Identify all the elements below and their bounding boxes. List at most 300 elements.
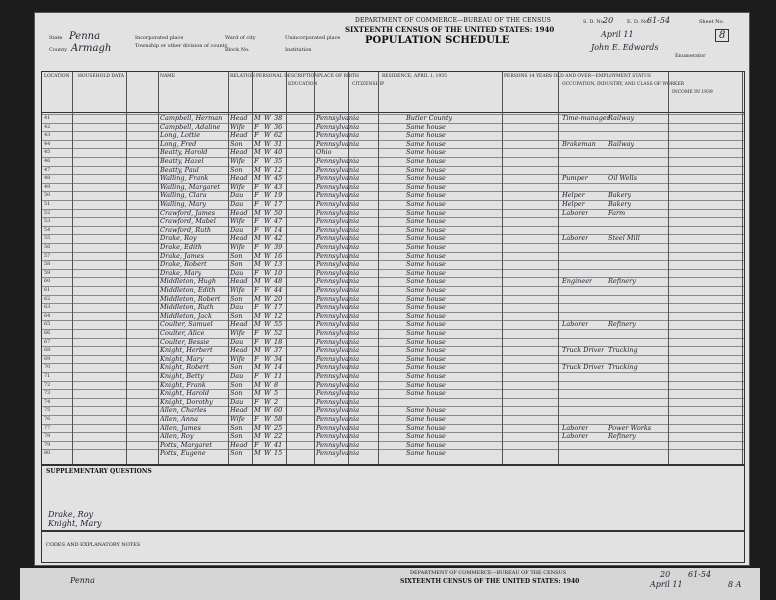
race-cell: W: [264, 346, 271, 355]
race-cell: W: [264, 294, 271, 303]
name-cell: Allen, Charles: [160, 406, 207, 415]
relation-cell: Son: [230, 363, 243, 372]
birthplace-cell: Pennsylvania: [316, 277, 360, 286]
age-cell: 58: [274, 415, 283, 423]
name-cell: Crawford, James: [160, 208, 216, 217]
line-number: 80: [44, 450, 51, 457]
name-cell: Potts, Margaret: [160, 440, 212, 449]
ed-label: E. D. No.: [627, 19, 650, 25]
line-number: 42: [44, 123, 51, 130]
column-rule: [378, 72, 379, 464]
birthplace-cell: Pennsylvania: [316, 449, 360, 458]
relation-cell: Son: [230, 389, 243, 398]
relation-cell: Head: [230, 320, 248, 329]
row-rule: [42, 140, 744, 141]
birthplace-cell: Pennsylvania: [316, 380, 360, 389]
birthplace-cell: Ohio: [316, 148, 332, 157]
county-value: Armagh: [71, 43, 112, 54]
race-cell: W: [264, 200, 271, 208]
age-cell: 5: [274, 389, 279, 398]
residence-cell: Same house: [406, 131, 446, 140]
residence-cell: Same house: [406, 148, 446, 157]
residence-cell: Same house: [406, 208, 446, 217]
row-rule: [42, 269, 744, 270]
line-number: 57: [44, 252, 51, 259]
age-cell: 16: [274, 251, 283, 260]
race-cell: W: [264, 268, 271, 277]
age-cell: 60: [274, 406, 283, 415]
col-location: LOCATION: [44, 74, 70, 79]
state-label: State: [49, 35, 63, 41]
race-cell: W: [264, 234, 271, 243]
line-number: 79: [44, 441, 51, 448]
sex-cell: F: [254, 200, 259, 208]
line-number: 56: [44, 244, 51, 250]
line-number: 61: [44, 287, 51, 293]
age-cell: 14: [274, 225, 283, 234]
row-rule: [42, 398, 744, 399]
race-cell: W: [264, 260, 271, 269]
sex-cell: M: [254, 208, 261, 217]
industry-cell: Railway: [608, 114, 635, 122]
race-cell: W: [264, 157, 271, 165]
race-cell: W: [264, 389, 271, 398]
birthplace-cell: Pennsylvania: [316, 157, 360, 165]
column-rule: [72, 72, 73, 464]
census-sheet: [34, 12, 750, 566]
column-rule: [126, 72, 127, 464]
birthplace-cell: Pennsylvania: [316, 406, 360, 415]
col-income: INCOME IN 1939: [672, 90, 713, 95]
township-label: Township or other division of county: [135, 43, 228, 49]
relation-cell: Head: [230, 234, 248, 243]
name-cell: Drake, Robert: [160, 260, 207, 269]
sheet-value: 8: [715, 29, 729, 42]
birthplace-cell: Pennsylvania: [316, 243, 360, 251]
row-rule: [42, 312, 744, 313]
birthplace-cell: Pennsylvania: [316, 174, 360, 183]
birthplace-cell: Pennsylvania: [316, 139, 360, 148]
column-rule: [228, 72, 229, 464]
line-number: 55: [44, 235, 51, 242]
row-rule: [42, 329, 744, 330]
header-divider: [42, 112, 744, 113]
line-number: 53: [44, 218, 51, 225]
sex-cell: M: [254, 363, 261, 372]
age-cell: 38: [274, 114, 283, 122]
sex-cell: M: [254, 174, 261, 183]
residence-cell: Same house: [406, 182, 446, 191]
race-cell: W: [264, 114, 271, 122]
sex-cell: F: [254, 286, 259, 294]
relation-cell: Son: [230, 260, 243, 269]
name-cell: Allen, Roy: [160, 432, 194, 441]
residence-cell: Same house: [406, 165, 446, 174]
sex-cell: M: [254, 148, 261, 157]
row-rule: [42, 338, 744, 339]
next-state: Penna: [70, 576, 95, 585]
sex-cell: M: [254, 260, 261, 269]
birthplace-cell: Pennsylvania: [316, 225, 360, 234]
industry-cell: Trucking: [608, 363, 638, 372]
row-rule: [42, 148, 744, 149]
residence-cell: Same house: [406, 423, 446, 432]
line-number: 77: [44, 424, 51, 431]
age-cell: 52: [274, 329, 283, 337]
column-rule: [558, 72, 559, 464]
sex-cell: M: [254, 423, 261, 432]
occupation-cell: Laborer: [562, 432, 589, 441]
race-cell: W: [264, 217, 271, 226]
residence-cell: Same house: [406, 432, 446, 441]
residence-cell: Same house: [406, 217, 446, 226]
name-cell: Middleton, Ruth: [160, 303, 214, 312]
age-cell: 18: [274, 337, 283, 346]
residence-cell: Same house: [406, 225, 446, 234]
name-cell: Allen, Anna: [160, 415, 198, 423]
birthplace-cell: Pennsylvania: [316, 415, 360, 423]
line-number: 63: [44, 304, 51, 311]
row-rule: [42, 157, 744, 158]
residence-cell: Same house: [406, 329, 446, 337]
next-sheet-strip: [20, 568, 760, 600]
sd-value: 20: [603, 16, 614, 25]
sex-cell: M: [254, 380, 261, 389]
relation-cell: Son: [230, 139, 243, 148]
relation-cell: Head: [230, 174, 248, 183]
row-rule: [42, 363, 744, 364]
line-number: 66: [44, 330, 51, 336]
col-employment: PERSONS 14 YEARS OLD AND OVER—EMPLOYMENT STATUS: [504, 74, 652, 79]
residence-cell: Butler County: [406, 114, 453, 122]
row-rule: [42, 277, 744, 278]
name-cell: Middleton, Edith: [160, 286, 216, 294]
line-number: 50: [44, 192, 51, 199]
line-number: 62: [44, 295, 51, 302]
residence-cell: Same house: [406, 389, 446, 398]
relation-cell: Son: [230, 165, 243, 174]
name-cell: Potts, Eugene: [160, 449, 206, 458]
line-number: 68: [44, 347, 51, 354]
sex-cell: F: [254, 122, 259, 131]
age-cell: 35: [274, 157, 283, 165]
residence-cell: Same house: [406, 363, 446, 372]
row-rule: [42, 166, 744, 167]
age-cell: 42: [274, 234, 283, 243]
sex-cell: F: [254, 372, 259, 380]
sex-cell: F: [254, 415, 259, 423]
table-row: [42, 449, 744, 458]
age-cell: 31: [274, 139, 283, 148]
name-cell: Drake, Mary: [160, 268, 202, 277]
relation-cell: Dau: [230, 372, 244, 380]
age-cell: 43: [274, 182, 283, 191]
row-rule: [42, 320, 744, 321]
occupation-cell: Laborer: [562, 234, 589, 243]
name-cell: Beatty, Harold: [160, 148, 208, 157]
supplementary-section: [41, 465, 745, 531]
race-cell: W: [264, 423, 271, 432]
sex-cell: F: [254, 337, 259, 346]
name-cell: Middleton, Hugh: [160, 277, 217, 286]
race-cell: W: [264, 415, 271, 423]
industry-cell: Oil Wells: [608, 174, 638, 183]
sex-cell: F: [254, 268, 259, 277]
line-number: 65: [44, 321, 51, 328]
line-number: 54: [44, 226, 51, 233]
line-number: 69: [44, 355, 51, 362]
birthplace-cell: Pennsylvania: [316, 234, 360, 243]
row-rule: [42, 346, 744, 347]
name-cell: Campbell, Adaline: [160, 122, 221, 131]
birthplace-cell: Pennsylvania: [316, 286, 360, 294]
race-cell: W: [264, 320, 271, 329]
col-household: HOUSEHOLD DATA: [78, 74, 125, 79]
line-number: 52: [44, 209, 51, 216]
residence-cell: Same house: [406, 200, 446, 208]
line-number: 44: [44, 140, 51, 147]
schedule-title: POPULATION SCHEDULE: [365, 35, 510, 46]
ed-value: 61-54: [647, 16, 671, 25]
age-cell: 12: [274, 165, 283, 174]
race-cell: W: [264, 432, 271, 441]
line-number: 72: [44, 381, 51, 388]
supplementary-line-2: Knight, Mary: [48, 519, 102, 528]
row-rule: [42, 123, 744, 124]
residence-cell: Same house: [406, 294, 446, 303]
column-rule: [742, 72, 743, 464]
row-rule: [42, 252, 744, 253]
line-number: 60: [44, 278, 51, 285]
occupation-cell: Time-manager: [562, 114, 610, 122]
occupation-cell: Helper: [562, 200, 585, 208]
row-rule: [42, 226, 744, 227]
sex-cell: F: [254, 397, 259, 406]
sex-cell: F: [254, 303, 259, 312]
relation-cell: Dau: [230, 200, 244, 208]
name-cell: Long, Lottie: [160, 131, 201, 140]
row-rule: [42, 415, 744, 416]
birthplace-cell: Pennsylvania: [316, 191, 360, 200]
residence-cell: Same house: [406, 346, 446, 355]
birthplace-cell: Pennsylvania: [316, 363, 360, 372]
industry-cell: Power Works: [608, 423, 652, 432]
name-cell: Coulter, Bessie: [160, 337, 210, 346]
next-sheet: 8 A: [728, 580, 742, 589]
relation-cell: Wife: [230, 329, 245, 337]
residence-cell: Same house: [406, 139, 446, 148]
birthplace-cell: Pennsylvania: [316, 303, 360, 312]
next-dept: DEPARTMENT OF COMMERCE—BUREAU OF THE CENSUS: [410, 570, 567, 576]
race-cell: W: [264, 174, 271, 183]
residence-cell: Same house: [406, 380, 446, 389]
next-ed: 61-54: [688, 570, 712, 579]
row-rule: [42, 303, 744, 304]
name-cell: Walling, Margaret: [160, 182, 220, 191]
col-relation: RELATION: [230, 74, 256, 79]
name-cell: Walling, Frank: [160, 174, 209, 183]
name-cell: Long, Fred: [160, 139, 197, 148]
column-rule: [252, 72, 253, 464]
block-label: Block No.: [225, 47, 250, 53]
line-number: 71: [44, 373, 51, 379]
unincorporated-label: Unincorporated place: [285, 35, 341, 41]
relation-cell: Son: [230, 380, 243, 389]
supplementary-title: SUPPLEMENTARY QUESTIONS: [46, 468, 152, 475]
birthplace-cell: Pennsylvania: [316, 251, 360, 260]
age-cell: 20: [274, 294, 283, 303]
residence-cell: Same house: [406, 415, 446, 423]
line-number: 76: [44, 416, 51, 422]
residence-cell: Same house: [406, 174, 446, 183]
industry-cell: Railway: [608, 139, 635, 148]
col-birth: PLACE OF BIRTH: [318, 74, 359, 79]
line-number: 74: [44, 398, 51, 405]
residence-cell: Same house: [406, 337, 446, 346]
relation-cell: Son: [230, 251, 243, 260]
supplementary-line-1: Drake, Roy: [48, 510, 94, 519]
name-cell: Knight, Dorothy: [160, 397, 213, 406]
col-education: EDUCATION: [288, 82, 318, 87]
birthplace-cell: Pennsylvania: [316, 397, 360, 406]
race-cell: W: [264, 251, 271, 260]
age-cell: 40: [274, 148, 283, 157]
row-rule: [42, 217, 744, 218]
sd-label: S. D. No.: [583, 19, 606, 25]
row-rule: [42, 389, 744, 390]
age-cell: 11: [274, 372, 283, 380]
age-cell: 50: [274, 208, 283, 217]
census-heading: SIXTEENTH CENSUS OF THE UNITED STATES: 1940: [345, 25, 555, 34]
row-rule: [42, 200, 744, 201]
birthplace-cell: Pennsylvania: [316, 165, 360, 174]
relation-cell: Wife: [230, 122, 245, 131]
race-cell: W: [264, 380, 271, 389]
col-name: NAME: [160, 74, 176, 79]
row-rule: [42, 295, 744, 296]
sex-cell: M: [254, 294, 261, 303]
row-rule: [42, 191, 744, 192]
race-cell: W: [264, 303, 271, 312]
occupation-cell: Pumper: [562, 174, 588, 183]
residence-cell: Same house: [406, 234, 446, 243]
sex-cell: M: [254, 251, 261, 260]
birthplace-cell: Pennsylvania: [316, 294, 360, 303]
industry-cell: Farm: [608, 208, 626, 217]
race-cell: W: [264, 277, 271, 286]
occupation-cell: Truck Driver: [562, 346, 605, 355]
relation-cell: Wife: [230, 354, 245, 363]
col-occupation: OCCUPATION, INDUSTRY, AND CLASS OF WORKER: [562, 82, 685, 87]
name-cell: Knight, Betty: [160, 372, 204, 380]
column-rule: [502, 72, 503, 464]
enumerated-date: April 11: [601, 30, 634, 39]
age-cell: 55: [274, 320, 283, 329]
row-rule: [42, 209, 744, 210]
relation-cell: Son: [230, 311, 243, 320]
relation-cell: Wife: [230, 415, 245, 423]
col-citizenship: CITIZENSHIP: [352, 82, 385, 87]
institution-label: Institution: [285, 47, 312, 53]
industry-cell: Trucking: [608, 346, 638, 355]
age-cell: 17: [274, 303, 283, 312]
residence-cell: Same house: [406, 260, 446, 269]
birthplace-cell: Pennsylvania: [316, 346, 360, 355]
relation-cell: Wife: [230, 182, 245, 191]
notes-title: CODES AND EXPLANATORY NOTES: [46, 542, 141, 548]
ward-label: Ward of city: [225, 35, 256, 41]
sex-cell: F: [254, 243, 259, 251]
sex-cell: M: [254, 406, 261, 415]
relation-cell: Head: [230, 208, 248, 217]
sex-cell: M: [254, 311, 261, 320]
relation-cell: Dau: [230, 337, 244, 346]
sex-cell: F: [254, 131, 259, 140]
sex-cell: M: [254, 449, 261, 458]
age-cell: 15: [274, 449, 283, 458]
relation-cell: Head: [230, 440, 248, 449]
race-cell: W: [264, 449, 271, 458]
line-number: 73: [44, 390, 51, 397]
sex-cell: F: [254, 329, 259, 337]
birthplace-cell: Pennsylvania: [316, 423, 360, 432]
industry-cell: Refinery: [608, 277, 636, 286]
sex-cell: M: [254, 114, 261, 122]
birthplace-cell: Pennsylvania: [316, 372, 360, 380]
birthplace-cell: Pennsylvania: [316, 354, 360, 363]
residence-cell: Same house: [406, 406, 446, 415]
sex-cell: F: [254, 354, 259, 363]
birthplace-cell: Pennsylvania: [316, 337, 360, 346]
race-cell: W: [264, 311, 271, 320]
relation-cell: Son: [230, 432, 243, 441]
name-cell: Knight, Harold: [160, 389, 210, 398]
sex-cell: F: [254, 191, 259, 200]
birthplace-cell: Pennsylvania: [316, 208, 360, 217]
age-cell: 14: [274, 363, 283, 372]
relation-cell: Head: [230, 346, 248, 355]
relation-cell: Head: [230, 277, 248, 286]
sex-cell: F: [254, 440, 259, 449]
sex-cell: M: [254, 432, 261, 441]
occupation-cell: Engineer: [562, 277, 593, 286]
name-cell: Drake, Roy: [160, 234, 197, 243]
residence-cell: Same house: [406, 122, 446, 131]
relation-cell: Wife: [230, 243, 245, 251]
row-rule: [42, 449, 744, 450]
row-rule: [42, 355, 744, 356]
line-number: 49: [44, 183, 51, 190]
line-number: 67: [44, 338, 51, 345]
industry-cell: Bakery: [608, 191, 632, 200]
name-cell: Walling, Clara: [160, 191, 207, 200]
line-number: 58: [44, 261, 51, 268]
age-cell: 13: [274, 260, 283, 269]
next-census: SIXTEENTH CENSUS OF THE UNITED STATES: 1940: [400, 578, 580, 585]
occupation-cell: Laborer: [562, 423, 589, 432]
birthplace-cell: Pennsylvania: [316, 320, 360, 329]
birthplace-cell: Pennsylvania: [316, 260, 360, 269]
age-cell: 41: [274, 440, 283, 449]
line-number: 43: [44, 132, 51, 139]
name-cell: Middleton, Jack: [160, 311, 212, 320]
name-cell: Drake, James: [160, 251, 204, 260]
sheet-label: Sheet No.: [699, 19, 725, 25]
birthplace-cell: Pennsylvania: [316, 200, 360, 208]
name-cell: Knight, Mary: [160, 354, 204, 363]
birthplace-cell: Pennsylvania: [316, 440, 360, 449]
name-cell: Beatty, Paul: [160, 165, 199, 174]
